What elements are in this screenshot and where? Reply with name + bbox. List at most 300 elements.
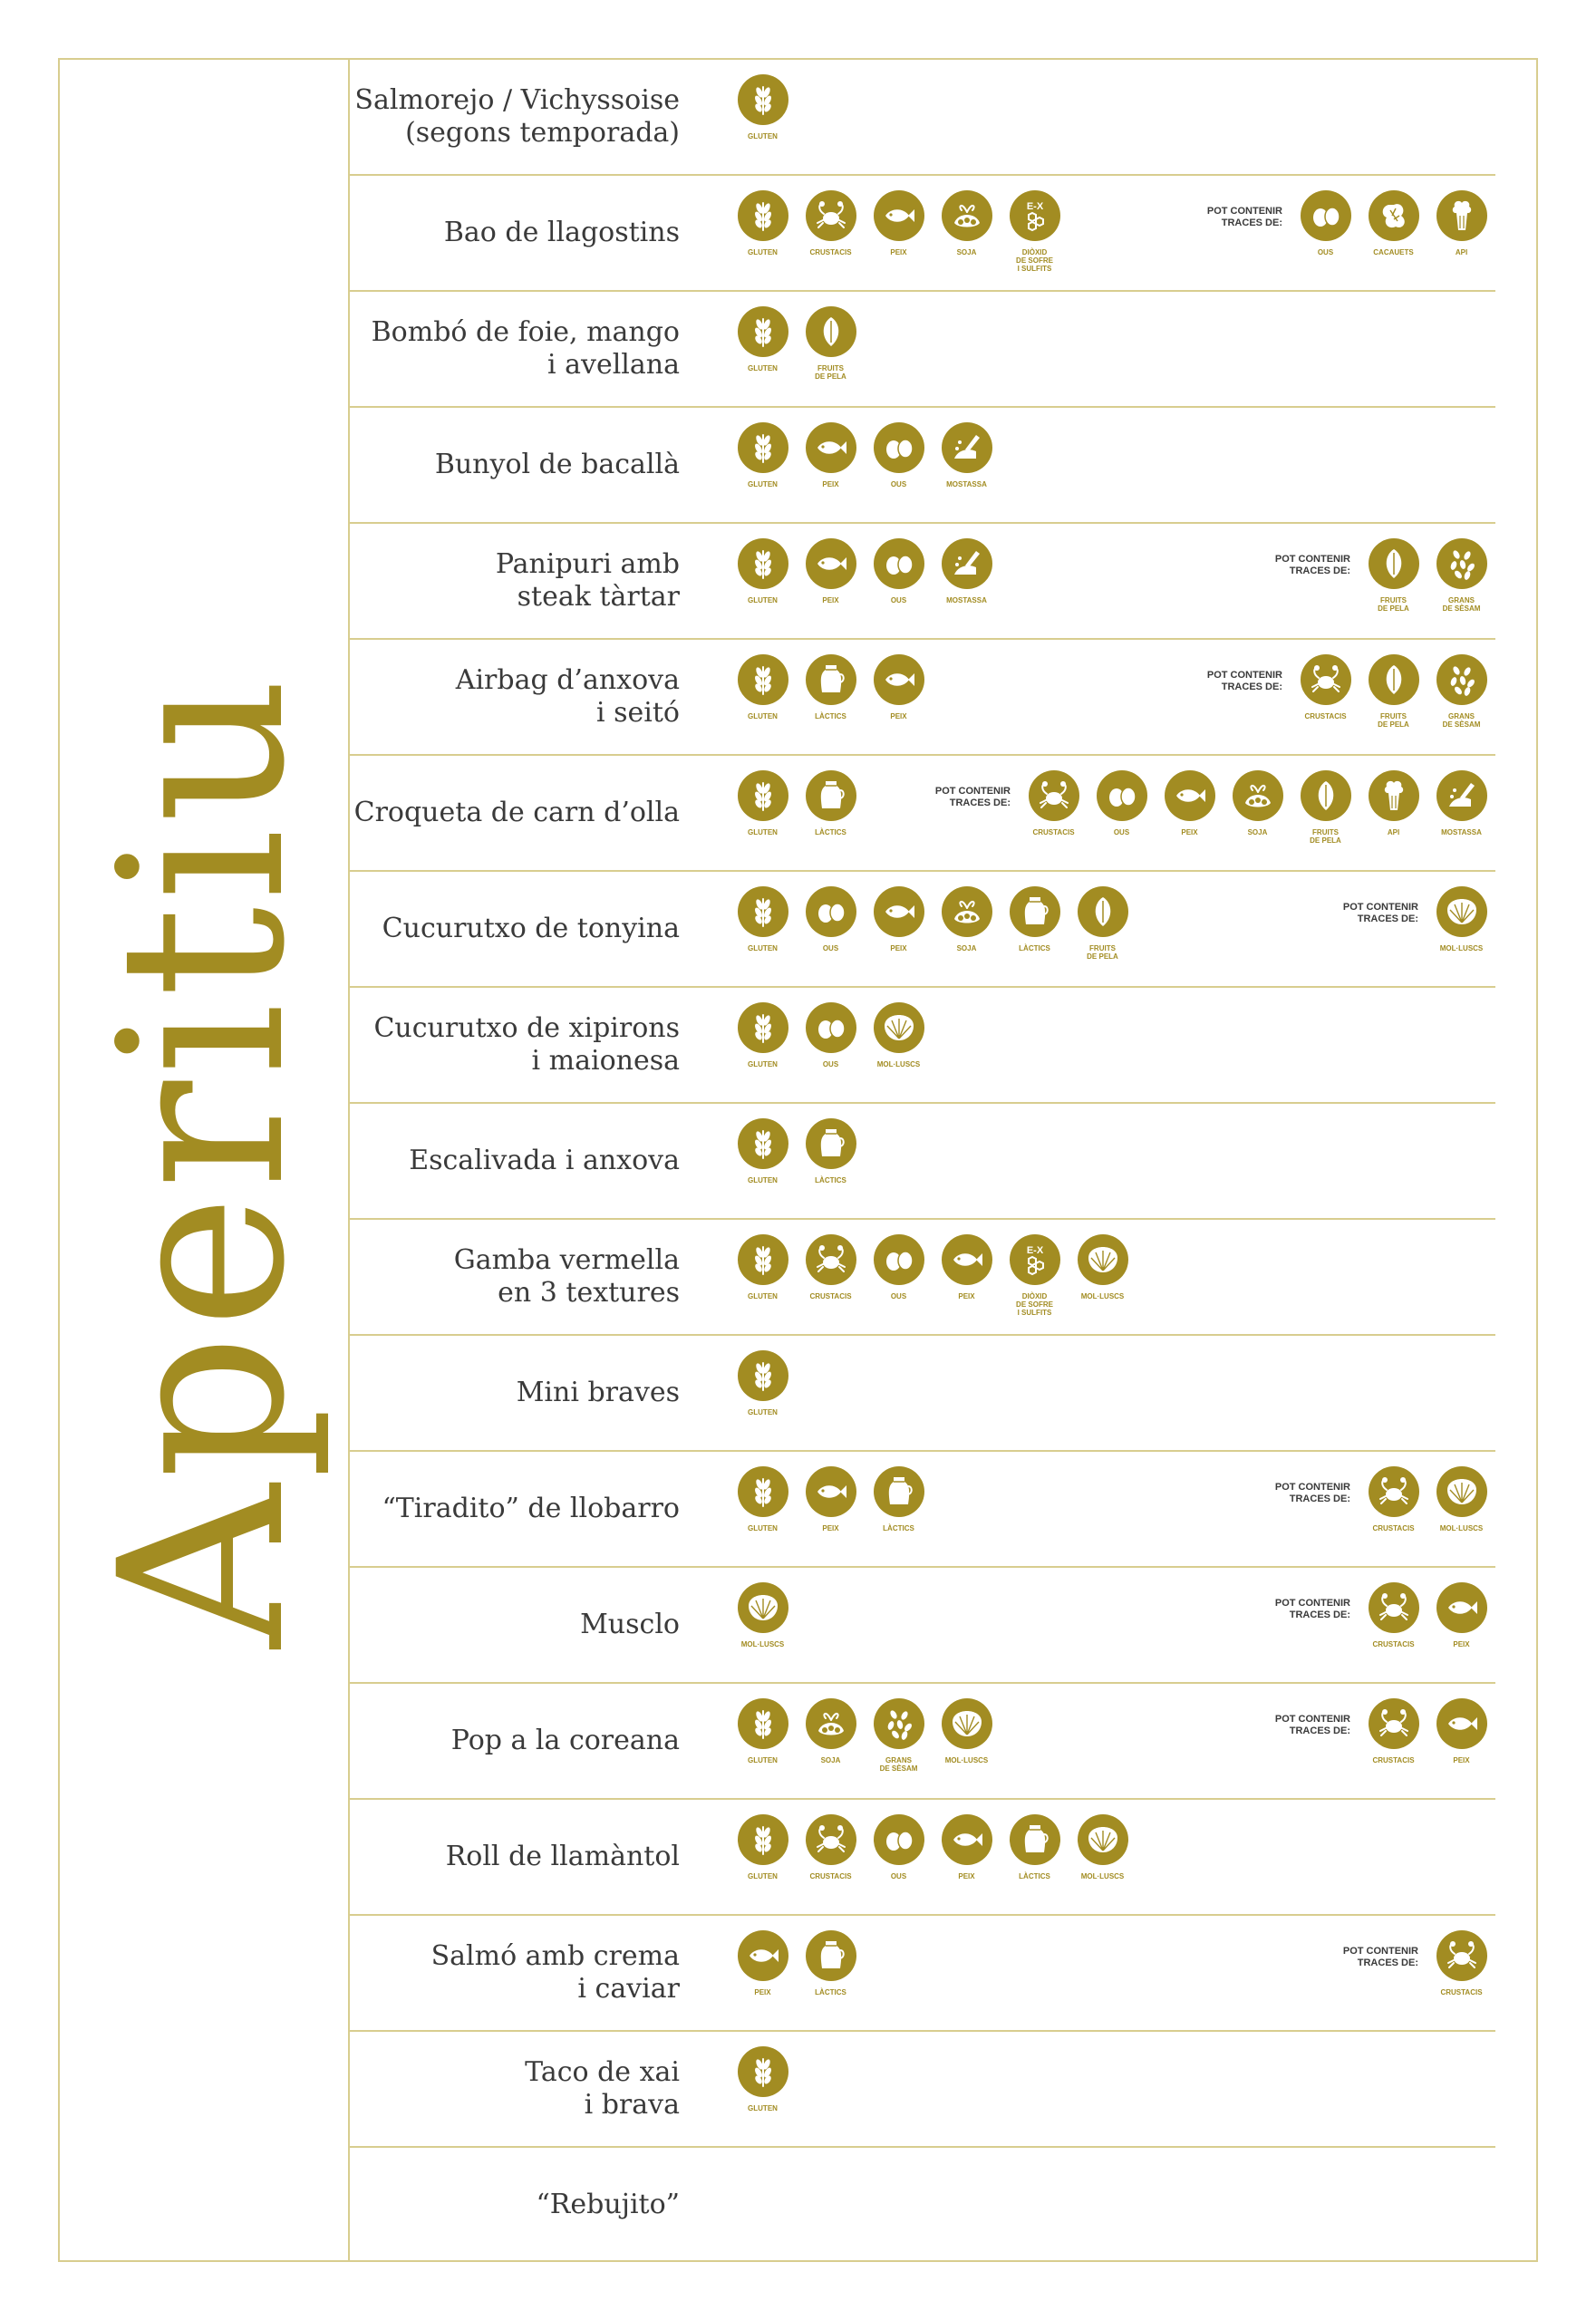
fruits-pela-allergen [797,306,865,381]
molluscs-icon [874,1002,924,1053]
peix-allergen [1156,770,1224,836]
dish-name: Bombó de foie, mango i avellana [371,316,680,381]
grans-sesam-icon [874,1698,924,1749]
dish-row [350,1568,1495,1684]
allergen-label: FRUITS DE PELA [1378,712,1409,729]
allergen-list [729,654,933,720]
traces-group [911,770,1495,845]
peix-icon [874,886,924,937]
allergen-label: LÀCTICS [815,828,846,836]
allergen-label: DIÒXID DE SOFRE I SULFITS [1016,248,1053,273]
dish-name: Gamba vermella en 3 textures [453,1244,680,1309]
allergen-label: CRUSTACIS [1304,712,1347,720]
ous-allergen [797,1002,865,1068]
lactics-icon [1010,1814,1060,1865]
dish-row [350,872,1495,988]
peix-allergen [797,538,865,604]
allergen-label: PEIX [1453,1640,1470,1648]
svg-text:E-X: E-X [1026,201,1043,212]
dish-name: Airbag d’anxova i seitó [455,664,680,729]
gluten-allergen [729,1466,797,1532]
allergen-label: FRUITS DE PELA [1087,944,1118,961]
gluten-allergen [729,422,797,488]
dish-name: Croqueta de carn d’olla [353,797,680,828]
gluten-icon [738,190,788,241]
allergen-label: MOSTASSA [946,596,987,604]
gluten-icon [738,1814,788,1865]
allergen-label: MOL·LUSCS [740,1640,785,1648]
dish-row [350,292,1495,408]
grans-sesam-icon [1436,654,1487,705]
allergen-label: LÀCTICS [883,1524,914,1532]
ous-icon [874,1234,924,1285]
allergen-list [729,886,1137,961]
dish-name: Musclo [580,1609,680,1640]
gluten-icon [738,1466,788,1517]
allergen-label: MOL·LUSCS [1439,1524,1484,1532]
allergen-label: PEIX [890,944,907,952]
sulfits-allergen [1001,1234,1069,1317]
allergen-label: GLUTEN [748,248,778,256]
allergen-label: OUS [1317,248,1334,256]
dish-name: Panipuri amb steak tàrtar [495,548,680,613]
crustacis-icon [1369,1582,1419,1633]
allergen-label: PEIX [890,248,907,256]
allergen-label: SOJA [956,248,977,256]
gluten-allergen [729,654,797,720]
allergen-label: GLUTEN [748,828,778,836]
molluscs-icon [738,1582,788,1633]
dish-row [350,408,1495,524]
allergen-label: PEIX [1453,1756,1470,1764]
traces-group [1251,1582,1495,1648]
fruits-pela-icon [806,306,856,357]
gluten-icon [738,654,788,705]
peix-icon [806,538,856,589]
allergen-list [729,1118,865,1184]
crustacis-allergen [1359,1698,1427,1764]
dish-name: Pop a la coreana [450,1725,680,1756]
allergen-label: SOJA [956,944,977,952]
dish-row [350,60,1495,176]
allergen-label: MOL·LUSCS [876,1060,921,1068]
molluscs-allergen [1427,1466,1495,1532]
gluten-allergen [729,1350,797,1416]
crustacis-allergen [1427,1930,1495,1996]
ous-allergen [1291,190,1359,256]
allergen-label: API [1387,828,1400,836]
allergen-list [729,1814,1137,1880]
fruits-pela-icon [1369,538,1419,589]
crustacis-icon [806,1814,856,1865]
allergen-label: GLUTEN [748,1872,778,1880]
allergen-label: PEIX [958,1872,975,1880]
soja-allergen [933,190,1001,273]
crustacis-allergen [1291,654,1359,720]
traces-label: POT CONTENIR TRACES DE: [1206,670,1282,692]
sulfits-icon [1010,1234,1060,1285]
peix-allergen [865,886,933,961]
allergen-label: OUS [890,480,907,488]
allergen-label: OUS [890,1872,907,1880]
fruits-pela-allergen [1359,538,1427,613]
crustacis-icon [806,1234,856,1285]
dish-name: Cucurutxo de xipirons i maionesa [373,1012,680,1077]
allergen-label: PEIX [1181,828,1198,836]
lactics-allergen [797,654,865,720]
lactics-icon [806,1930,856,1981]
allergen-label: GLUTEN [748,2104,778,2112]
allergen-label: CRUSTACIS [809,1872,852,1880]
allergen-label: GRANS DE SÈSAM [1442,712,1481,729]
crustacis-icon [1301,654,1351,705]
peix-icon [1436,1582,1487,1633]
ous-icon [806,886,856,937]
allergen-list [729,1234,1137,1317]
fruits-pela-icon [1078,886,1128,937]
mostassa-allergen [933,422,1001,488]
peix-icon [942,1234,992,1285]
grans-sesam-allergen [1427,538,1495,613]
traces-label: POT CONTENIR TRACES DE: [934,786,1011,808]
ous-icon [1097,770,1147,821]
allergen-label: OUS [890,1292,907,1300]
mostassa-icon [942,538,992,589]
traces-label: POT CONTENIR TRACES DE: [1342,1946,1418,1968]
gluten-allergen [729,770,797,836]
ous-icon [1301,190,1351,241]
gluten-allergen [729,1118,797,1184]
api-icon [1369,770,1419,821]
dish-row [350,1220,1495,1336]
peix-allergen [729,1930,797,1996]
molluscs-icon [1078,1814,1128,1865]
crustacis-icon [1369,1466,1419,1517]
allergen-list [729,1930,865,1996]
gluten-icon [738,538,788,589]
peix-allergen [933,1814,1001,1880]
soja-icon [942,886,992,937]
traces-group [1319,886,1495,952]
grans-sesam-allergen [1427,654,1495,729]
ous-allergen [865,1234,933,1317]
soja-allergen [1224,770,1291,836]
gluten-allergen [729,1814,797,1880]
dish-row [350,2148,1495,2264]
mostassa-icon [942,422,992,473]
fruits-pela-allergen [1291,770,1359,845]
allergen-list [729,2046,797,2112]
gluten-icon [738,1118,788,1169]
dish-name: Salmó amb crema i caviar [430,1940,680,2005]
svg-text:E-X: E-X [1026,1245,1043,1256]
molluscs-allergen [865,1002,933,1068]
gluten-icon [738,1234,788,1285]
gluten-icon [738,2046,788,2097]
allergen-label: GLUTEN [748,132,778,140]
dish-row [350,1684,1495,1800]
allergen-label: PEIX [754,1988,771,1996]
allergen-label: LÀCTICS [815,1176,846,1184]
api-icon [1436,190,1487,241]
crustacis-allergen [797,1234,865,1317]
gluten-icon [738,422,788,473]
allergen-label: OUS [822,944,839,952]
dish-row [350,1800,1495,1916]
soja-icon [1233,770,1283,821]
allergen-label: LÀCTICS [815,712,846,720]
peix-allergen [865,654,933,720]
dish-name: Salmorejo / Vichyssoise (segons temporada) [354,84,680,149]
mostassa-allergen [1427,770,1495,836]
dish-row [350,756,1495,872]
gluten-icon [738,1350,788,1401]
peix-allergen [933,1234,1001,1317]
lactics-allergen [1001,886,1069,961]
allergen-label: GLUTEN [748,1060,778,1068]
allergen-label: LÀCTICS [1019,1872,1050,1880]
crustacis-allergen [1020,770,1088,836]
dish-row [350,640,1495,756]
gluten-allergen [729,1234,797,1317]
molluscs-icon [1436,886,1487,937]
allergen-label: LÀCTICS [1019,944,1050,952]
gluten-allergen [729,886,797,961]
gluten-icon [738,306,788,357]
gluten-icon [738,886,788,937]
allergen-label: MOL·LUSCS [944,1756,989,1764]
section-title: Aperitiu [71,672,334,1648]
allergen-label: GLUTEN [748,1524,778,1532]
allergen-label: CRUSTACIS [809,248,852,256]
ous-allergen [865,422,933,488]
allergen-label: GLUTEN [748,1408,778,1416]
peix-icon [1436,1698,1487,1749]
allergen-label: MOL·LUSCS [1080,1292,1125,1300]
crustacis-icon [1436,1930,1487,1981]
traces-group [1251,538,1495,613]
traces-group [1251,1466,1495,1532]
peix-icon [1165,770,1215,821]
allergen-label: DIÒXID DE SOFRE I SULFITS [1016,1292,1053,1317]
allergen-list [729,74,797,140]
molluscs-allergen [729,1582,797,1648]
molluscs-icon [1078,1234,1128,1285]
grans-sesam-icon [1436,538,1487,589]
gluten-allergen [729,306,797,381]
allergen-label: FRUITS DE PELA [1310,828,1341,845]
lactics-allergen [797,770,865,836]
dish-row [350,524,1495,640]
dish-name: Escalivada i anxova [409,1145,680,1176]
molluscs-allergen [1427,886,1495,952]
allergen-label: GLUTEN [748,944,778,952]
traces-label: POT CONTENIR TRACES DE: [1274,1598,1350,1620]
allergen-label: CRUSTACIS [1032,828,1075,836]
gluten-allergen [729,190,797,273]
allergen-label: GLUTEN [748,1756,778,1764]
traces-label: POT CONTENIR TRACES DE: [1342,902,1418,924]
dish-name: Taco de xai i brava [525,2056,680,2121]
dish-name: Cucurutxo de tonyina [382,913,680,944]
api-allergen [1427,190,1495,256]
ous-icon [874,1814,924,1865]
allergen-label: PEIX [822,1524,839,1532]
allergen-list [729,190,1069,273]
gluten-allergen [729,1698,797,1773]
lactics-allergen [797,1118,865,1184]
ous-allergen [1088,770,1156,836]
soja-allergen [797,1698,865,1773]
ous-icon [874,422,924,473]
ous-icon [806,1002,856,1053]
lactics-allergen [797,1930,865,1996]
allergen-list [729,1350,797,1416]
mostassa-allergen [933,538,1001,604]
dish-row [350,1916,1495,2032]
crustacis-icon [1029,770,1079,821]
peix-icon [874,190,924,241]
grans-sesam-allergen [865,1698,933,1773]
molluscs-icon [942,1698,992,1749]
peix-allergen [865,190,933,273]
dish-row [350,1452,1495,1568]
lactics-icon [874,1466,924,1517]
lactics-icon [806,1118,856,1169]
allergen-list [729,538,1001,604]
allergen-label: GLUTEN [748,364,778,372]
cacauets-allergen [1359,190,1427,256]
dish-name: Mini braves [516,1377,680,1408]
traces-group [1251,1698,1495,1764]
gluten-allergen [729,2046,797,2112]
allergen-label: CACAUETS [1373,248,1414,256]
peix-icon [874,654,924,705]
allergen-list [729,306,865,381]
allergen-label: CRUSTACIS [809,1292,852,1300]
allergen-label: PEIX [822,596,839,604]
section-sidebar [58,58,350,2262]
molluscs-allergen [1069,1814,1137,1880]
soja-allergen [933,886,1001,961]
peix-icon [942,1814,992,1865]
allergen-label: GLUTEN [748,712,778,720]
allergen-label: PEIX [890,712,907,720]
lactics-icon [1010,886,1060,937]
mostassa-icon [1436,770,1487,821]
gluten-icon [738,74,788,125]
peix-allergen [797,1466,865,1532]
peix-icon [738,1930,788,1981]
allergen-list [729,1582,797,1648]
dish-row [350,1336,1495,1452]
allergen-label: LÀCTICS [815,1988,846,1996]
crustacis-allergen [1359,1466,1427,1532]
dish-name: “Rebujito” [536,2189,680,2220]
allergen-label: GLUTEN [748,596,778,604]
allergen-list [729,1466,933,1532]
traces-label: POT CONTENIR TRACES DE: [1206,206,1282,228]
allergen-label: OUS [1113,828,1130,836]
lactics-icon [806,770,856,821]
cacauets-icon [1369,190,1419,241]
gluten-allergen [729,1002,797,1068]
allergen-list [729,422,1001,488]
molluscs-icon [1436,1466,1487,1517]
allergen-label: GLUTEN [748,1292,778,1300]
traces-label: POT CONTENIR TRACES DE: [1274,1482,1350,1504]
sulfits-icon [1010,190,1060,241]
allergen-label: GLUTEN [748,480,778,488]
allergen-list [729,1002,933,1068]
peix-icon [806,422,856,473]
allergen-list [729,770,865,836]
traces-group [1319,1930,1495,1996]
crustacis-icon [1369,1698,1419,1749]
allergen-label: GRANS DE SÈSAM [1442,596,1481,613]
crustacis-allergen [1359,1582,1427,1648]
allergen-label: MOL·LUSCS [1080,1872,1125,1880]
traces-label: POT CONTENIR TRACES DE: [1274,554,1350,576]
dish-row [350,1104,1495,1220]
allergen-label: GRANS DE SÈSAM [879,1756,918,1773]
traces-label: POT CONTENIR TRACES DE: [1274,1714,1350,1736]
allergen-label: GLUTEN [748,1176,778,1184]
allergen-label: PEIX [958,1292,975,1300]
ous-allergen [865,538,933,604]
allergen-label: MOSTASSA [946,480,987,488]
molluscs-allergen [1069,1234,1137,1317]
allergen-label: API [1455,248,1468,256]
dish-name: Bunyol de bacallà [434,449,680,480]
allergen-label: OUS [822,1060,839,1068]
dish-row [350,988,1495,1104]
peix-icon [806,1466,856,1517]
allergen-label: FRUITS DE PELA [815,364,846,381]
soja-icon [942,190,992,241]
fruits-pela-allergen [1359,654,1427,729]
allergen-list [729,1698,1001,1773]
allergen-label: PEIX [822,480,839,488]
peix-allergen [797,422,865,488]
allergen-label: SOJA [820,1756,841,1764]
molluscs-allergen [933,1698,1001,1773]
crustacis-allergen [797,1814,865,1880]
sulfits-allergen [1001,190,1069,273]
lactics-allergen [1001,1814,1069,1880]
ous-allergen [797,886,865,961]
peix-allergen [1427,1582,1495,1648]
ous-icon [874,538,924,589]
allergen-label: CRUSTACIS [1440,1988,1483,1996]
allergen-label: MOSTASSA [1441,828,1482,836]
allergen-label: CRUSTACIS [1372,1640,1415,1648]
crustacis-allergen [797,190,865,273]
gluten-icon [738,770,788,821]
api-allergen [1359,770,1427,836]
lactics-allergen [865,1466,933,1532]
peix-allergen [1427,1698,1495,1764]
allergen-label: MOL·LUSCS [1439,944,1484,952]
gluten-allergen [729,74,797,140]
gluten-icon [738,1002,788,1053]
fruits-pela-icon [1369,654,1419,705]
ous-allergen [865,1814,933,1880]
fruits-pela-icon [1301,770,1351,821]
allergen-label: FRUITS DE PELA [1378,596,1409,613]
traces-group [1183,190,1495,256]
crustacis-icon [806,190,856,241]
